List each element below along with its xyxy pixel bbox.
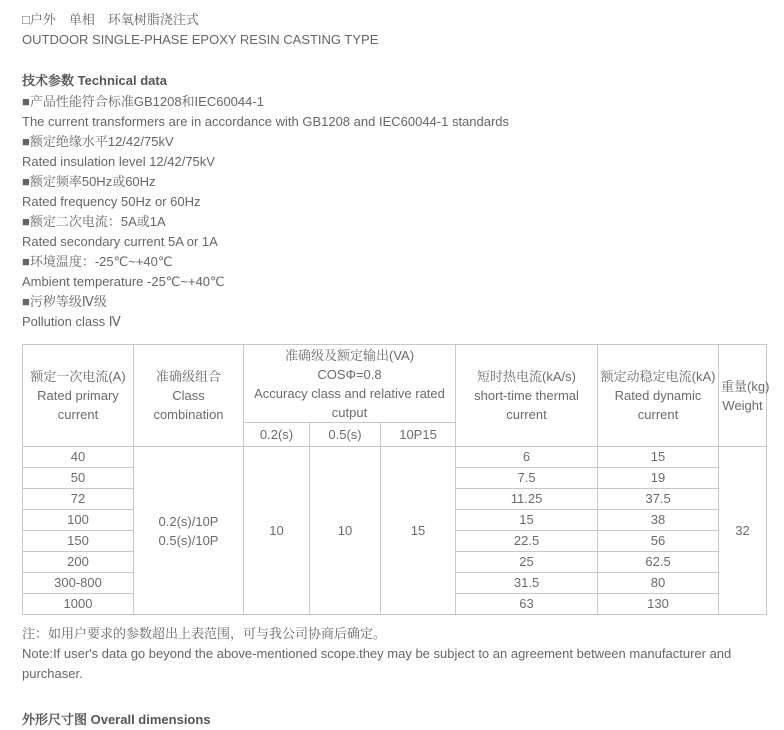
tech-item-en: The current transformers are in accordance with GB1208 and IEC60044-1 standards: [22, 114, 510, 129]
cell-thermal: 6: [456, 447, 598, 468]
subcol-10p15: 10P15: [381, 423, 456, 447]
col-header-thermal-current: 短时热电流(kA/s) short-time thermal current: [456, 345, 598, 447]
product-title-cn: □户外 单相 环氧树脂浇注式: [22, 12, 199, 27]
cell-thermal: 63: [456, 594, 598, 615]
cell-primary: 1000: [23, 594, 134, 615]
cell-dynamic: 37.5: [598, 489, 719, 510]
notes-block: [22, 624, 766, 684]
cell-thermal: 22.5: [456, 531, 598, 552]
col-header-accuracy-group: 准确级及额定输出(VA) COSΦ=0.8 Accuracy class and relative rated cutput: [244, 345, 456, 423]
tech-item-en: Rated secondary current 5A or 1A: [22, 234, 218, 249]
cell-primary: 100: [23, 510, 134, 531]
cell-dynamic: 38: [598, 510, 719, 531]
col-header-class-combination: 准确级组合 Class combination: [134, 345, 244, 447]
cell-thermal: 7.5: [456, 468, 598, 489]
cell-accuracy-10p15: 15: [381, 447, 456, 615]
product-title-en: OUTDOOR SINGLE-PHASE EPOXY RESIN CASTING TYPE: [22, 32, 379, 47]
technical-data-heading: 技术参数 Technical data: [22, 73, 167, 88]
cell-primary: 50: [23, 468, 134, 489]
tech-item-en: Rated insulation level 12/42/75kV: [22, 154, 215, 169]
tech-item-en: Rated frequency 50Hz or 60Hz: [22, 194, 201, 209]
cell-thermal: 11.25: [456, 489, 598, 510]
table-row: [23, 447, 767, 468]
technical-data-table: [22, 344, 770, 615]
col-header-weight: 重量(kg) Weight: [719, 345, 767, 447]
tech-item-cn: ■环境温度：-25℃~+40℃: [22, 254, 173, 269]
subcol-05s: 0.5(s): [310, 423, 381, 447]
cell-dynamic: 19: [598, 468, 719, 489]
cell-dynamic: 15: [598, 447, 719, 468]
tech-item-cn: ■污秽等级Ⅳ级: [22, 294, 107, 309]
note-cn: 注：如用户要求的参数超出上表范围，可与我公司协商后确定。: [22, 626, 387, 641]
cell-primary: 200: [23, 552, 134, 573]
cell-thermal: 31.5: [456, 573, 598, 594]
cell-accuracy-05s: 10: [310, 447, 381, 615]
note-en: Note:If user's data go beyond the above-mentioned scope.they may be subject to an agreement between manufacturer and purchaser.: [22, 646, 732, 681]
cell-primary: 72: [23, 489, 134, 510]
cell-dynamic: 56: [598, 531, 719, 552]
cell-weight: 32: [719, 447, 767, 615]
cell-primary: 40: [23, 447, 134, 468]
technical-data-list: [22, 92, 766, 332]
cell-dynamic: 62.5: [598, 552, 719, 573]
tech-item-cn: ■产品性能符合标准GB1208和IEC60044-1: [22, 94, 264, 109]
cell-primary: 150: [23, 531, 134, 552]
tech-item-cn: ■额定绝缘水平12/42/75kV: [22, 134, 174, 149]
subcol-02s: 0.2(s): [244, 423, 310, 447]
cell-thermal: 25: [456, 552, 598, 573]
cell-class-combination: 0.2(s)/10P 0.5(s)/10P: [134, 447, 244, 615]
col-header-primary-current: 额定一次电流(A) Rated primary current: [23, 345, 134, 447]
cell-thermal: 15: [456, 510, 598, 531]
tech-item-cn: ■额定二次电流：5A或1A: [22, 214, 166, 229]
col-header-dynamic-current: 额定动稳定电流(kA) Rated dynamic current: [598, 345, 719, 447]
tech-item-en: Pollution class Ⅳ: [22, 314, 121, 329]
tech-item-cn: ■额定频率50Hz或60Hz: [22, 174, 156, 189]
overall-dimensions-heading: 外形尺寸图 Overall dimensions: [22, 712, 211, 727]
cell-dynamic: 80: [598, 573, 719, 594]
cell-dynamic: 130: [598, 594, 719, 615]
cell-primary: 300-800: [23, 573, 134, 594]
cell-accuracy-02s: 10: [244, 447, 310, 615]
table-header-row: [23, 345, 767, 423]
tech-item-en: Ambient temperature -25℃~+40℃: [22, 274, 225, 289]
